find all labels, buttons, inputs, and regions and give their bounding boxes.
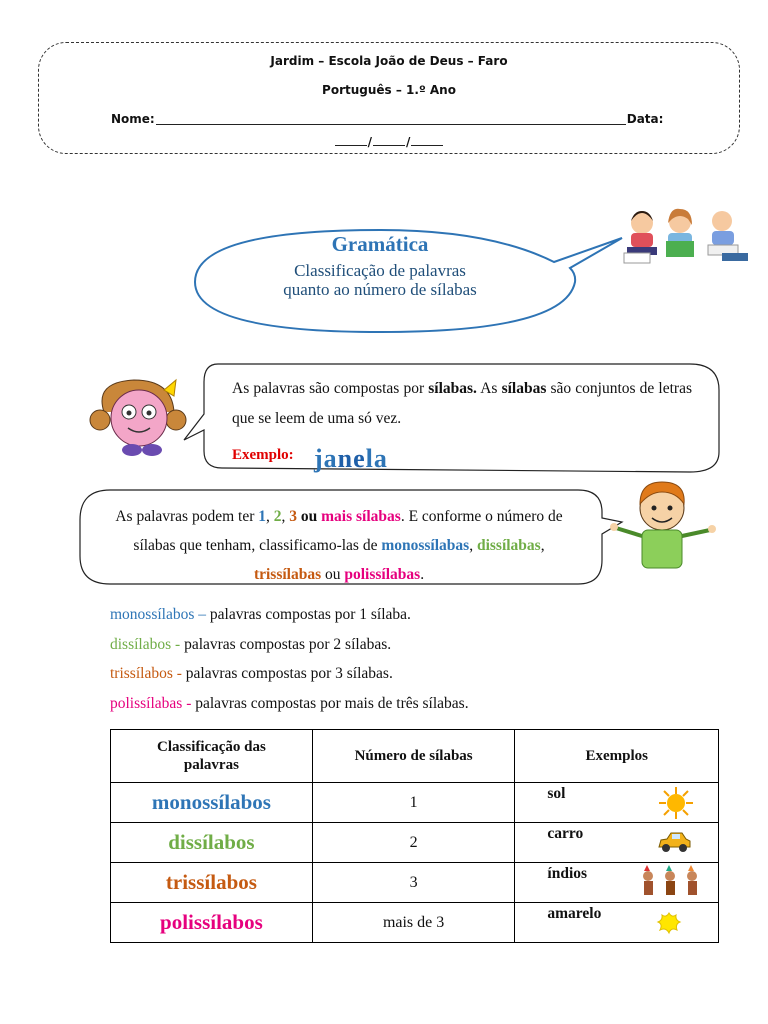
row-example: amarelo bbox=[515, 903, 719, 943]
row-classification: polissílabos bbox=[111, 903, 313, 943]
row-count: mais de 3 bbox=[312, 903, 515, 943]
definition-trissilabos: trissílabos - palavras compostas por 3 sílabas. bbox=[110, 665, 393, 682]
name-line bbox=[111, 112, 663, 126]
definition-monossilabos: monossílabos – palavras compostas por 1 sílaba. bbox=[110, 606, 411, 623]
header-examples: Exemplos bbox=[515, 730, 719, 783]
car-icon bbox=[656, 829, 692, 855]
indians-icon bbox=[638, 865, 706, 901]
row-example: índios bbox=[515, 863, 719, 903]
name-field[interactable] bbox=[156, 124, 626, 125]
classification-table bbox=[110, 729, 719, 943]
table-header-row bbox=[111, 730, 719, 783]
table-row bbox=[111, 783, 719, 823]
row-count: 1 bbox=[312, 783, 515, 823]
table-row bbox=[111, 823, 719, 863]
example-label: Exemplo: bbox=[232, 447, 294, 463]
header-syllable-count: Número de sílabas bbox=[312, 730, 515, 783]
row-classification: trissílabos bbox=[111, 863, 313, 903]
date-label: Data: bbox=[626, 112, 664, 126]
classification-text: As palavras podem ter 1, 2, 3 ou mais sílabas. E conforme o número de sílabas que tenham, classificamo-las de monossílabas, dissílabas, trissílabas ou polissílabas. bbox=[115, 508, 563, 583]
name-label: Nome: bbox=[111, 112, 155, 126]
girl-character-illustration bbox=[84, 372, 194, 462]
boy-character-illustration bbox=[604, 478, 724, 570]
header-classification: Classificação das palavras bbox=[111, 730, 313, 783]
header-box bbox=[38, 42, 740, 154]
table-row bbox=[111, 863, 719, 903]
row-count: 2 bbox=[312, 823, 515, 863]
table-row bbox=[111, 903, 719, 943]
row-example: sol bbox=[515, 783, 719, 823]
yellow-splash-icon bbox=[656, 911, 682, 935]
page-subtitle: Classificação de palavras quanto ao número de sílabas bbox=[283, 261, 477, 299]
row-classification: monossílabos bbox=[111, 783, 313, 823]
row-count: 3 bbox=[312, 863, 515, 903]
subject-line: Português – 1.º Ano bbox=[322, 83, 456, 97]
intro-text: As palavras são compostas por sílabas. As sílabas são conjuntos de letras que se leem de uma só vez. bbox=[232, 380, 693, 427]
row-example: carro bbox=[515, 823, 719, 863]
definition-dissilabos: dissílabos - palavras compostas por 2 sílabas. bbox=[110, 635, 392, 653]
row-classification: dissílabos bbox=[111, 823, 313, 863]
school-name: Jardim – Escola João de Deus – Faro bbox=[270, 54, 508, 68]
sun-icon bbox=[656, 786, 696, 820]
definition-polissilabas: polissílabas - palavras compostas por mais de três sílabas. bbox=[110, 694, 469, 712]
page-title: Gramática bbox=[331, 232, 429, 256]
date-field[interactable]: / / bbox=[39, 135, 739, 149]
definitions-list bbox=[110, 606, 469, 724]
children-reading-illustration bbox=[622, 205, 752, 271]
example-word: janela bbox=[314, 444, 388, 473]
